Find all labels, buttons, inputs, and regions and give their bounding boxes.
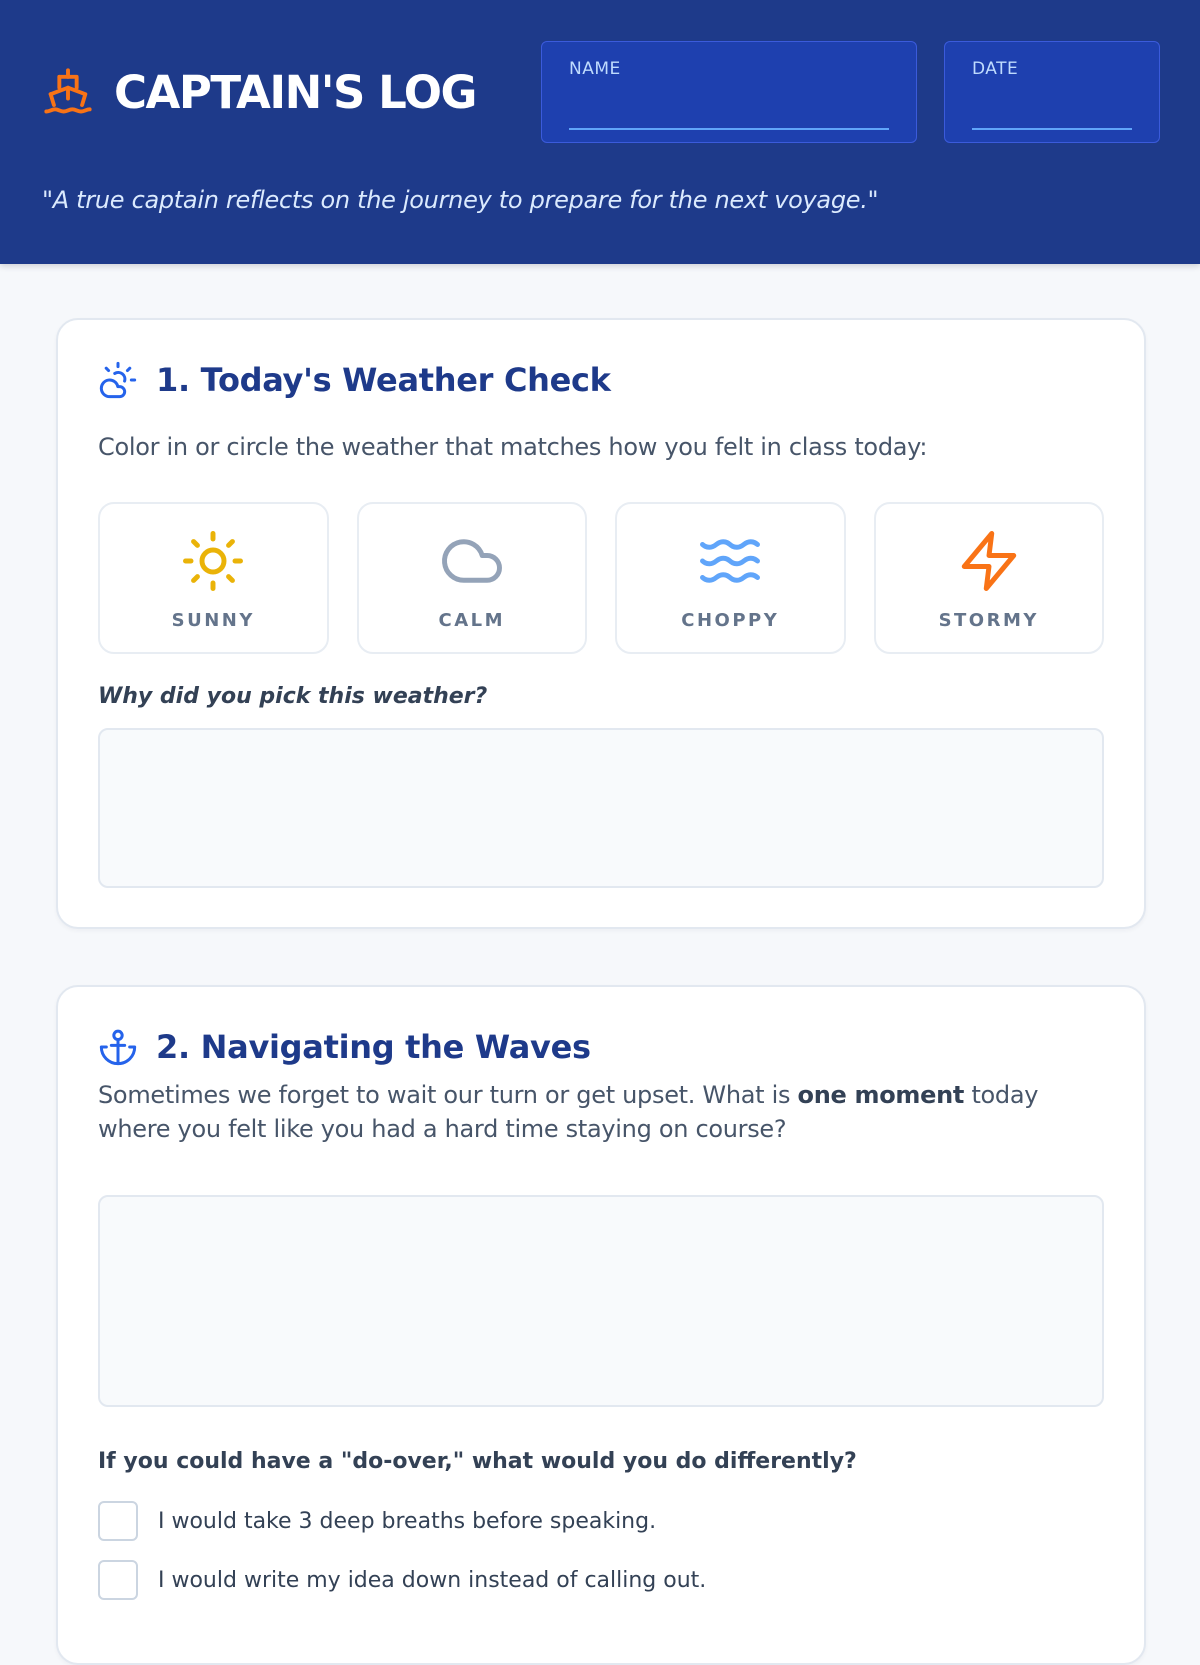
weather-option-calm[interactable] — [357, 502, 588, 654]
why-question: Why did you pick this weather? — [98, 684, 488, 709]
page-title: CAPTAIN'S LOG — [114, 65, 476, 119]
section-header — [98, 1027, 591, 1067]
do-over-question: If you could have a "do-over," what would you do differently? — [98, 1449, 857, 1474]
prompt-text: today where you felt like you had a hard time staying on course? — [98, 1081, 1039, 1143]
checklist-label: I would take 3 deep breaths before speaking. — [158, 1508, 657, 1534]
checkbox[interactable] — [98, 1501, 138, 1541]
weather-option-choppy[interactable] — [615, 502, 846, 654]
checklist-item[interactable] — [98, 1501, 656, 1541]
weather-options — [98, 502, 1104, 654]
section-title: 1. Today's Weather Check — [156, 361, 611, 399]
name-input-line[interactable] — [569, 128, 889, 130]
prompt-emphasis: one moment — [797, 1081, 965, 1109]
moment-answer-box[interactable] — [98, 1195, 1104, 1407]
navigating-waves-card — [56, 985, 1146, 1665]
cloud-sun-icon — [98, 360, 138, 400]
prompt-text: Sometimes we forget to wait our turn or get upset. What is — [98, 1081, 791, 1109]
waves-prompt — [98, 1078, 1108, 1146]
section-title: 2. Navigating the Waves — [156, 1028, 591, 1066]
cloud-icon — [439, 528, 505, 594]
header — [0, 0, 1200, 264]
weather-label: CHOPPY — [681, 610, 780, 631]
weather-option-sunny[interactable] — [98, 502, 329, 654]
weather-check-card — [56, 318, 1146, 929]
sun-icon — [180, 528, 246, 594]
name-label: NAME — [569, 59, 621, 79]
checkbox[interactable] — [98, 1560, 138, 1600]
weather-label: STORMY — [938, 610, 1039, 631]
why-answer-box[interactable] — [98, 728, 1104, 888]
weather-label: SUNNY — [171, 610, 255, 631]
brand — [42, 64, 476, 120]
waves-icon — [697, 528, 763, 594]
tagline: "A true captain reflects on the journey to prepare for the next voyage." — [42, 186, 879, 214]
name-field[interactable] — [541, 41, 917, 143]
anchor-icon — [98, 1027, 138, 1067]
section-header — [98, 360, 611, 400]
weather-label: CALM — [438, 610, 506, 631]
ship-icon — [42, 66, 94, 118]
lightning-icon — [956, 528, 1022, 594]
weather-option-stormy[interactable] — [874, 502, 1105, 654]
checklist-item[interactable] — [98, 1560, 706, 1600]
checklist-label: I would write my idea down instead of calling out. — [158, 1567, 707, 1593]
weather-prompt: Color in or circle the weather that matches how you felt in class today: — [98, 433, 928, 461]
date-field[interactable] — [944, 41, 1160, 143]
date-label: DATE — [972, 59, 1019, 79]
date-input-line[interactable] — [972, 128, 1132, 130]
